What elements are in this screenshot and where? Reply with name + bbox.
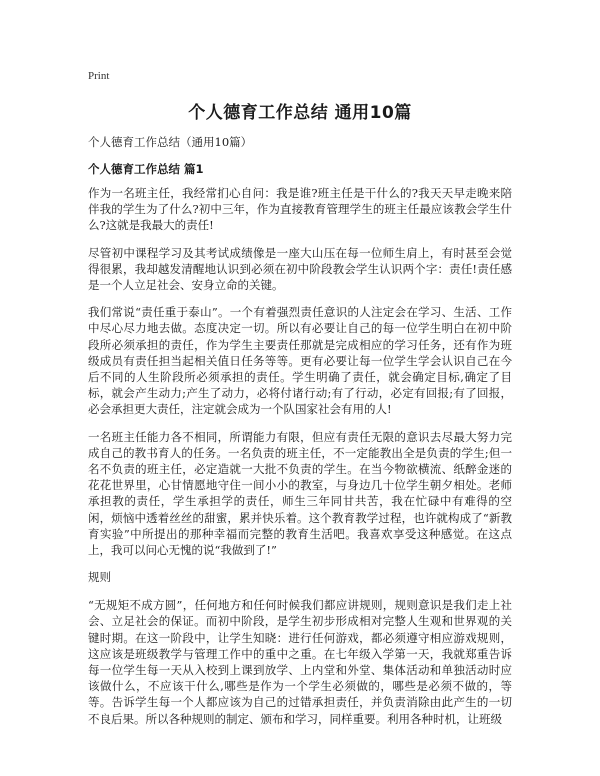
paragraph-ability: 一名班主任能力各不相同，所谓能力有限，但应有责任无限的意识去尽最大努力完成自己的教书育人的任务。一名负责的班主任，不一定能教出全是负责的学生;但一名不负责的班主任，必定造就一大批不负责的学生。在当今物欲横流、纸醉金迷的花花世界里，心甘情愿地守住一间小小的教室，与身边几十位学生朝夕相处。老师承担教的责任，学生承担学的责任，师生三年同甘共苦，我在忙碌中有难得的空闲，烦恼中透着丝丝的甜蜜，累并快乐着。这个教育教学过程，也许就构成了“新教育实验”中所提出的那种幸福而完整的教育生活吧。我喜欢享受这种感觉。在这点上，我可以问心无愧的说“我做到了!” [88,429,512,558]
paragraph-intro: 作为一名班主任，我经常扪心自问：我是谁?班主任是干什么的?我天天早走晚来陪伴我的学生为了什么?初中三年，作为直接教育管理学生的班主任最应该教会学生什么?这就是我最大的责任! [88,186,512,233]
paragraph-duty: 我们常说“责任重于泰山”。一个有着强烈责任意识的人注定会在学习、生活、工作中尽心尽力地去做。态度决定一切。所以有必要让自己的每一位学生明白在初中阶段所必须承担的责任，作为学生主要责任那就是完成相应的学习任务，还有作为班级成员有责任担当起相关值日任务等等。更有必要让每一位学生学会认识自己在今后不同的人生阶段所必须承担的责任。学生明确了责任，就会确定目标,确定了目标，就会产生动力;产生了动力，必将付诸行动;有了行动，必定有回报;有了回报，必会承担更大责任，注定就会成为一个队国家社会有用的人! [88,305,512,417]
document-subtitle: 个人德育工作总结（通用10篇） [88,135,253,149]
paragraph-responsibility: 尽管初中课程学习及其考试成绩像是一座大山压在每一位师生肩上，有时甚至会觉得很累，我却越发清醒地认识到必须在初中阶段教会学生认识两个字：责任!责任感是一个人立足社会、安身立命的关键。 [88,245,512,293]
document-title: 个人德育工作总结 通用10篇 [188,103,412,123]
document-body [88,185,512,738]
print-label: Print [88,70,110,82]
paragraph-rules: “无规矩不成方圆”，任何地方和任何时候我们都应讲规则，规则意识是我们走上社会、立足社会的保证。而初中阶段，是学生初步形成相对完整人生观和世界观的关键时期。在这一阶段中，让学生知晓：进行任何游戏，都必须遵守相应游戏规则，这应该是班级教学与管理工作中的重中之重。在七年级入学第一天，我就郑重告诉每一位学生每一天从入校到上课到放学、上内堂和外堂、集体活动和单独活动时应该做什么，不应该干什么,哪些是作为一个学生必须做的，哪些是必须不做的，等等。告诉学生每一个人都应该为自己的过错承担责任，并负责消除由此产生的一切不良后果。所以各种规则的制定、颁布和学习，同样重要。利用各种时机，让班级 [88,598,512,726]
rules-heading: 规则 [88,570,111,585]
section-heading: 个人德育工作总结 篇1 [88,162,204,176]
